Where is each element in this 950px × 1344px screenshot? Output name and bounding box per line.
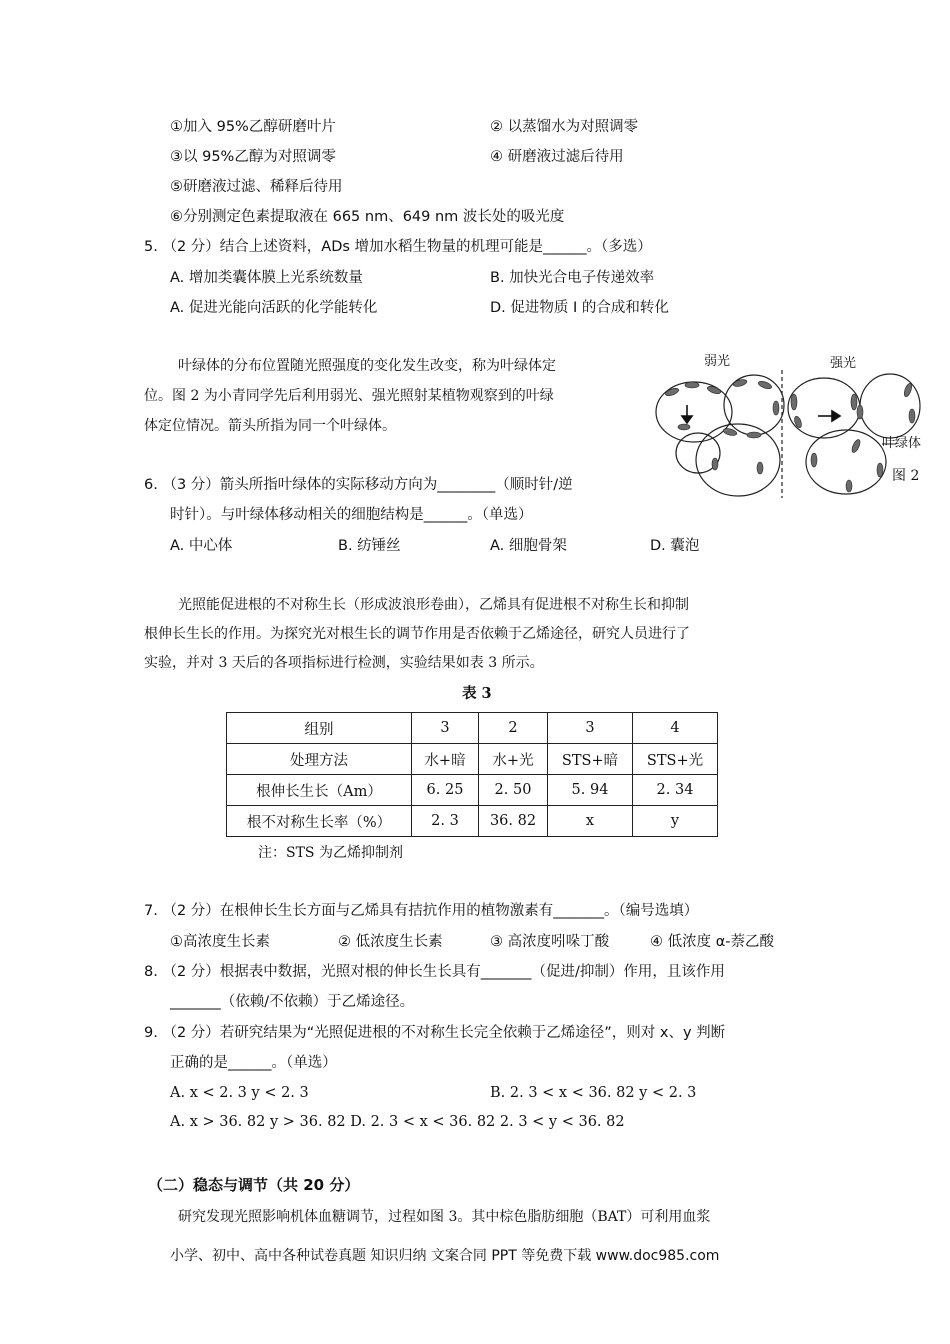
- q7-option-3: ③ 高浓度吲哚丁酸: [490, 934, 610, 950]
- q7-option-2: ② 低浓度生长素: [338, 934, 443, 950]
- table-cell: 6. 25: [412, 775, 479, 806]
- table-cell: STS+光: [633, 744, 718, 775]
- root-para-line-2: 根伸长生长的作用。为探究光对根生长的调节作用是否依赖于乙烯途径，研究人员进行了: [144, 626, 690, 642]
- q5-option-b: B. 加快光合电子传递效率: [490, 270, 655, 286]
- step-1: ①加入 95%乙醇研磨叶片: [170, 119, 336, 135]
- figure-label-strong-light: 强光: [830, 356, 857, 371]
- table-cell: 36. 82: [479, 806, 548, 837]
- root-para-line-1: 光照能促进根的不对称生长（形成波浪形卷曲），乙烯具有促进根不对称生长和抑制: [178, 597, 689, 613]
- q8-stem-line-1: 8. （2 分）根据表中数据，光照对根的伸长生长具有_______（促进/抑制）作用，且该作用: [144, 964, 725, 980]
- table-cell: y: [633, 806, 718, 837]
- q5-option-d: D. 促进物质 I 的合成和转化: [490, 300, 669, 316]
- table-cell: 2. 3: [412, 806, 479, 837]
- table-cell: 根伸长生长（Am）: [227, 775, 412, 806]
- table-cell: 2. 34: [633, 775, 718, 806]
- table-cell: 5. 94: [548, 775, 633, 806]
- table-row: [227, 775, 718, 806]
- q9-option-a: A. x < 2. 3 y < 2. 3: [170, 1085, 309, 1101]
- chloroplast-para-line-2: 位。图 2 为小青同学先后利用弱光、强光照射某植物观察到的叶绿: [144, 388, 554, 404]
- table-cell: 2. 50: [479, 775, 548, 806]
- figure-2: [650, 350, 940, 504]
- q6-option-d: D. 囊泡: [650, 538, 700, 554]
- q9-stem-line-1: 9. （2 分）若研究结果为“光照促进根的不对称生长完全依赖于乙烯途径”，则对 x、y 判断: [144, 1025, 726, 1041]
- table-row: [227, 744, 718, 775]
- q5-option-c: A. 促进光能向活跃的化学能转化: [170, 300, 378, 316]
- table-cell: 组别: [227, 713, 412, 744]
- step-3: ③以 95%乙醇为对照调零: [170, 149, 336, 165]
- q9-stem-line-2: 正确的是______。（单选）: [170, 1055, 337, 1071]
- chloroplast-para-line-1: 叶绿体的分布位置随光照强度的变化发生改变，称为叶绿体定: [178, 358, 556, 374]
- q9-option-c-d: A. x > 36. 82 y > 36. 82 D. 2. 3 < x < 36. 82 2. 3 < y < 36. 82: [170, 1114, 625, 1130]
- q8-stem-line-2: _______（依赖/不依赖）于乙烯途径。: [170, 994, 415, 1010]
- chloroplast-para-line-3: 体定位情况。箭头所指为同一个叶绿体。: [144, 418, 396, 434]
- table-cell: STS+暗: [548, 744, 633, 775]
- table-cell: 处理方法: [227, 744, 412, 775]
- table-cell: 3: [548, 713, 633, 744]
- step-2: ② 以蒸馏水为对照调零: [490, 119, 639, 135]
- table-3-note: 注：STS 为乙烯抑制剂: [258, 845, 403, 861]
- figure-label-weak-light: 弱光: [704, 354, 731, 369]
- step-4: ④ 研磨液过滤后待用: [490, 149, 624, 165]
- q5-stem: 5. （2 分）结合上述资料，ADs 增加水稻生物量的机理可能是______。（多选）: [144, 239, 652, 255]
- table-row: [227, 713, 718, 744]
- root-para-line-3: 实验，并对 3 天后的各项指标进行检测，实验结果如表 3 所示。: [144, 655, 544, 671]
- table-cell: 2: [479, 713, 548, 744]
- q7-option-4: ④ 低浓度 α-萘乙酸: [650, 934, 775, 950]
- q6-stem-line-1: 6. （3 分）箭头所指叶绿体的实际移动方向为________（顺时针/逆: [144, 477, 573, 493]
- q7-stem: 7. （2 分）在根伸长生长方面与乙烯具有拮抗作用的植物激素有_______。（编号选填）: [144, 903, 699, 919]
- table-3: [226, 712, 718, 837]
- step-6: ⑥分别测定色素提取液在 665 nm、649 nm 波长处的吸光度: [170, 209, 565, 225]
- table-cell: 4: [633, 713, 718, 744]
- q6-stem-line-2: 时针）。与叶绿体移动相关的细胞结构是______。（单选）: [170, 507, 533, 523]
- step-5: ⑤研磨液过滤、稀释后待用: [170, 179, 343, 195]
- table-cell: 水+暗: [412, 744, 479, 775]
- table-cell: x: [548, 806, 633, 837]
- q6-option-a: A. 中心体: [170, 538, 233, 554]
- table-row: [227, 806, 718, 837]
- table-cell: 3: [412, 713, 479, 744]
- section-2-heading: （二）稳态与调节（共 20 分）: [148, 1176, 360, 1194]
- q7-option-1: ①高浓度生长素: [170, 934, 270, 950]
- q6-option-b: B. 纺锤丝: [338, 538, 401, 554]
- page-footer: 小学、初中、高中各种试卷真题 知识归纳 文案合同 PPT 等免费下载 www.doc985.com: [170, 1248, 720, 1264]
- figure-caption: 图 2: [892, 468, 920, 484]
- figure-label-chloroplast: 叶绿体: [882, 436, 922, 451]
- q9-option-b: B. 2. 3 < x < 36. 82 y < 2. 3: [490, 1085, 697, 1101]
- q6-option-c: A. 细胞骨架: [490, 538, 567, 554]
- table-cell: 根不对称生长率（%）: [227, 806, 412, 837]
- table-cell: 水+光: [479, 744, 548, 775]
- q5-option-a: A. 增加类囊体膜上光系统数量: [170, 270, 363, 286]
- section-2-intro: 研究发现光照影响机体血糖调节，过程如图 3。其中棕色脂肪细胞（BAT）可利用血浆: [178, 1209, 711, 1225]
- table-3-title: 表 3: [462, 685, 492, 702]
